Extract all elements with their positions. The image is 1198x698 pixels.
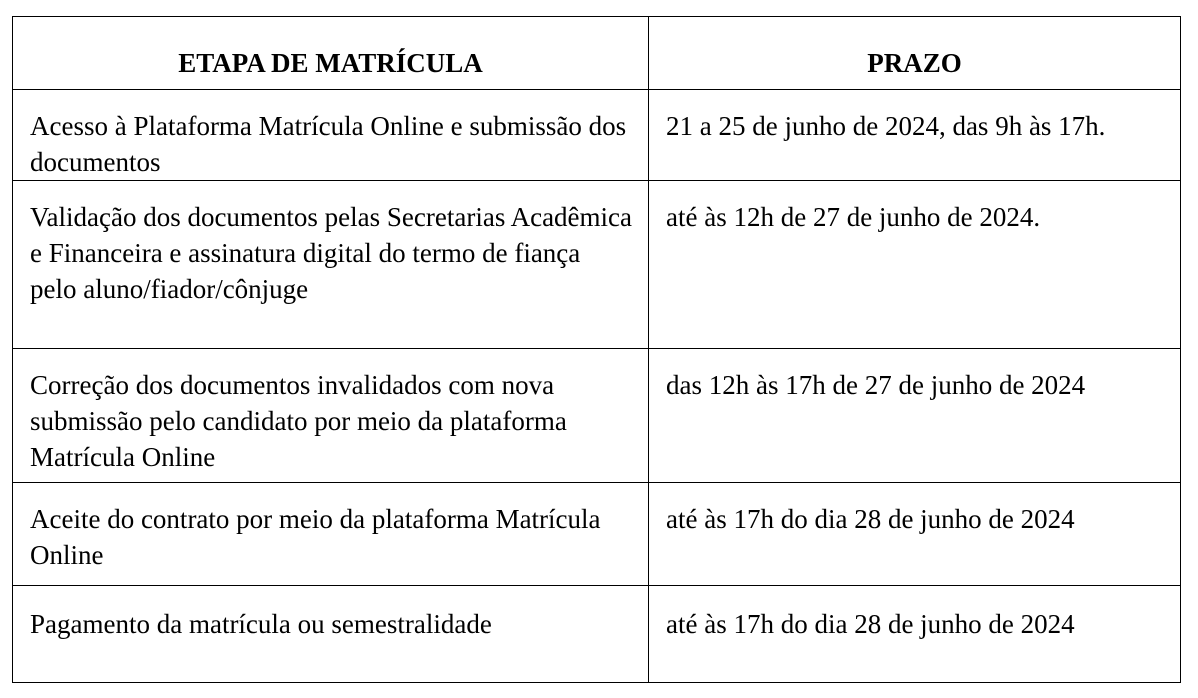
- table-row: [13, 90, 1181, 181]
- table-header: [13, 17, 1181, 90]
- prazo-cell: [649, 181, 1181, 349]
- prazo-cell: [649, 483, 1181, 586]
- prazo-text: 21 a 25 de junho de 2024, das 9h às 17h.: [666, 111, 1106, 141]
- prazo-text: até às 12h de 27 de junho de 2024.: [666, 202, 1041, 232]
- etapa-text: Correção dos documentos invalidados com nova submissão pelo candidato por meio da plataforma Matrícula Online: [30, 370, 567, 472]
- etapa-cell: [13, 586, 649, 683]
- header-etapa: ETAPA DE MATRÍCULA: [13, 17, 649, 90]
- prazo-text: das 12h às 17h de 27 de junho de 2024: [666, 370, 1086, 400]
- header-prazo: PRAZO: [649, 17, 1181, 90]
- table-body: [13, 90, 1181, 683]
- etapa-cell: [13, 90, 649, 181]
- prazo-text: até às 17h do dia 28 de junho de 2024: [666, 609, 1075, 639]
- prazo-cell: [649, 90, 1181, 181]
- etapa-text: Pagamento da matrícula ou semestralidade: [30, 609, 492, 639]
- prazo-cell: [649, 586, 1181, 683]
- etapa-text: Validação dos documentos pelas Secretarias Acadêmica e Financeira e assinatura digital do termo de fiança pelo aluno/fiador/cônjuge: [30, 202, 633, 304]
- enrollment-schedule-table: [12, 16, 1181, 683]
- table-row: [13, 586, 1181, 683]
- etapa-cell: [13, 349, 649, 483]
- etapa-cell: [13, 483, 649, 586]
- table-row: [13, 483, 1181, 586]
- table-row: [13, 349, 1181, 483]
- prazo-cell: [649, 349, 1181, 483]
- prazo-text: até às 17h do dia 28 de junho de 2024: [666, 504, 1075, 534]
- table-row: [13, 181, 1181, 349]
- etapa-cell: [13, 181, 649, 349]
- header-row: [13, 17, 1181, 90]
- etapa-text: Acesso à Plataforma Matrícula Online e submissão dos documentos: [30, 111, 627, 177]
- etapa-text: Aceite do contrato por meio da plataforma Matrícula Online: [30, 504, 601, 570]
